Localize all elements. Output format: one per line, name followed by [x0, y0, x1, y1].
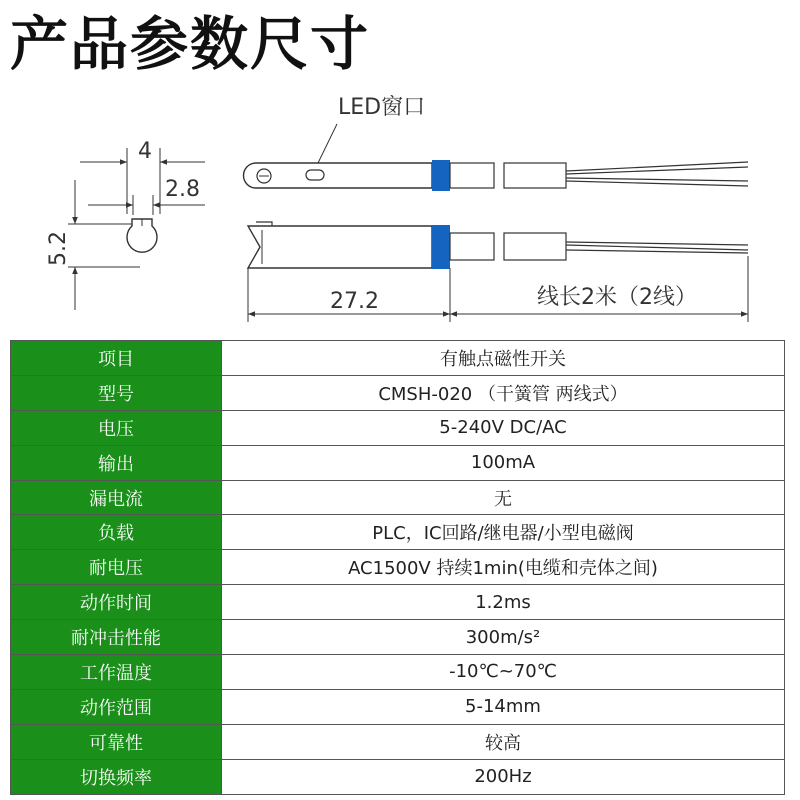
spec-label: 输出 — [11, 445, 222, 480]
table-row — [11, 620, 785, 655]
dim-inner-label: 2.8 — [165, 177, 200, 202]
table-row — [11, 724, 785, 759]
spec-value: 有触点磁性开关 — [222, 341, 785, 376]
spec-value: -10℃~70℃ — [222, 655, 785, 690]
spec-label: 项目 — [11, 341, 222, 376]
spec-label: 负载 — [11, 515, 222, 550]
side-view — [248, 222, 748, 322]
table-row — [11, 445, 785, 480]
spec-label: 耐电压 — [11, 550, 222, 585]
table-row — [11, 410, 785, 445]
spec-value: 无 — [222, 480, 785, 515]
table-row — [11, 515, 785, 550]
spec-value: 较高 — [222, 724, 785, 759]
spec-label: 工作温度 — [11, 655, 222, 690]
spec-value: CMSH-020 （干簧管 两线式） — [222, 375, 785, 410]
table-row — [11, 759, 785, 794]
table-row — [11, 480, 785, 515]
wire-length-label: 线长2米（2线） — [537, 285, 697, 310]
table-row — [11, 585, 785, 620]
spec-label: 漏电流 — [11, 480, 222, 515]
spec-label: 型号 — [11, 375, 222, 410]
led-window-label: LED窗口 — [338, 95, 426, 120]
spec-value: AC1500V 持续1min(电缆和壳体之间) — [222, 550, 785, 585]
cross-section-view — [46, 139, 205, 310]
table-row — [11, 689, 785, 724]
spec-value: PLC，IC回路/继电器/小型电磁阀 — [222, 515, 785, 550]
spec-label: 动作时间 — [11, 585, 222, 620]
dimension-drawing — [0, 82, 800, 340]
dim-height-label: 5.2 — [46, 231, 71, 266]
spec-label: 动作范围 — [11, 689, 222, 724]
spec-value: 100mA — [222, 445, 785, 480]
spec-value: 200Hz — [222, 759, 785, 794]
spec-label: 电压 — [11, 410, 222, 445]
spec-label: 可靠性 — [11, 724, 222, 759]
dim-length-label: 27.2 — [330, 289, 379, 314]
page-title: 产品参数尺寸 — [10, 10, 371, 78]
dim-width-label: 4 — [138, 139, 152, 164]
top-view — [244, 95, 749, 191]
table-row — [11, 655, 785, 690]
spec-value: 5-240V DC/AC — [222, 410, 785, 445]
table-row — [11, 341, 785, 376]
table-row — [11, 550, 785, 585]
spec-value: 5-14mm — [222, 689, 785, 724]
spec-value: 1.2ms — [222, 585, 785, 620]
spec-value: 300m/s² — [222, 620, 785, 655]
spec-label: 耐冲击性能 — [11, 620, 222, 655]
spec-table — [10, 340, 785, 795]
table-row — [11, 375, 785, 410]
spec-label: 切换频率 — [11, 759, 222, 794]
